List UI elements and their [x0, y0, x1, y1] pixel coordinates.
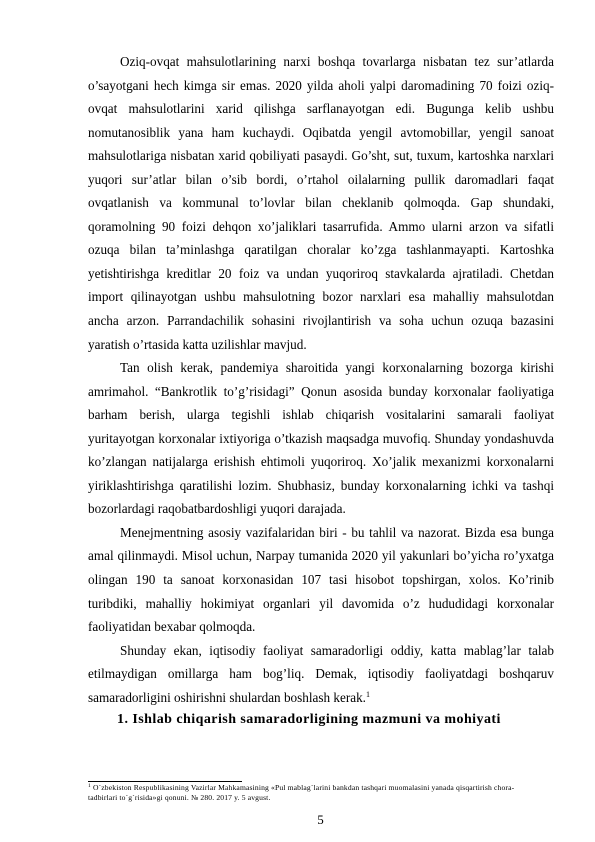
- section-heading: [88, 709, 554, 731]
- paragraph-conclusion: [88, 639, 554, 710]
- footnote-marker: 1: [88, 783, 91, 789]
- paragraph-food-prices: Oziq-ovqat mahsulotlarining narxi boshqa tovarlarga nisbatan tez sur’atlarda o’sayotgani hech kimga sir emas. 2020 yilda aholi yalpi daromadining 70 foizi oziq-ovqat mahsulotlarini xarid qilishga sarflanayotgan edi. Bugunga kelib ushbu nomutanosiblik yana ham kuchaydi. Oqibatda yengil avtomobillar, yengil sanoat mahsulotlariga nisbatan xarid qobiliyati pasaydi. Go’sht, sut, tuxum, kartoshka narxlari yuqori sur’atlar bilan o’sib bordi, o’rtahol oilalarning pullik daromadlari faqat ovqatlanish va kommunal to’lovlar bilan cheklanib qolmoqda. Gap shundaki, qoramolning 90 foizi dehqon xo’jaliklari tasarrufida. Ammo ularni arzon va sifatli ozuqa bilan ta’minlashga qaratilgan choralar ko’zga tashlanmayapti. Kartoshka yetishtirishga kreditlar 20 foiz va undan yuqoriroq stavkalarda ajratiladi. Chetdan import qilinayotgan ushbu mahsulotning bozor narxlari esa mahalliy mahsulotdan ancha arzon. Parrandachilik sohasini rivojlantirish va soha uchun ozuqa bazasini yaratish o’rtasida katta uzilishlar mavjud.: [88, 54, 554, 352]
- footnote-divider: [88, 781, 242, 782]
- footnote-reference[interactable]: 1: [365, 689, 370, 699]
- footnote-text: O`zbekiston Respublikasining Vazirlar Mahkamasining «Pul mablag`larini bankdan tashqari muomalasini yanada qisqartirish chora-tadbirlari to`g`risida»gi qonuni. № 280. 2017 y. 5 avgust.: [88, 783, 515, 802]
- page-number: 5: [317, 812, 324, 827]
- paragraph-bankruptcy: Tan olish kerak, pandemiya sharoitida yangi korxonalarning bozorga kirishi amrimahol. “Bankrotlik to’g’risidagi” Qonun asosida bunday korxonalar faoliyatiga barham berish, ularga tegishli ishlab chiqarish vositalarini samarali faoliyat yuritayotgan korxonalar ixtiyoriga o’tkazish maqsadga muvofiq. Shunday yondashuvda ko’zlangan natijalarga erishish ehtimoli yuqoriroq. Xo’jalik mexanizmi korxonalarni yiriklashtirishga qaratilishi lozim. Shubhasiz, bunday korxonalarning ichki va tashqi bozorlardagi raqobatbardoshligi yuqori darajada.: [88, 360, 554, 517]
- paragraph-management: Menejmentning asosiy vazifalaridan biri - bu tahlil va nazorat. Bizda esa bunga amal qilinmaydi. Misol uchun, Narpay tumanida 2020 yil yakunlari bo’yicha ro’yxatga olingan 190 ta sanoat korxonasidan 107 tasi hisobot topshirgan, xolos. Ko’rinib turibdiki, mahalliy hokimiyat organlari yil davomida o’z hududidagi korxonalar faoliyatidan bexabar qolmoqda.: [88, 524, 554, 635]
- paragraph-conclusion-text: Shunday ekan, iqtisodiy faoliyat samaradorligi oddiy, katta mablag’lar talab etilmaydigan omillarga ham bog’liq. Demak, iqtisodiy faoliyatdagi boshqaruv samaradorligini oshirishni shulardan boshlash kerak.: [88, 642, 554, 705]
- section-heading-number: 1.: [117, 712, 129, 728]
- footnote: [88, 783, 528, 803]
- section-heading-text: Ishlab chiqarish samaradorligining mazmuni va mohiyati: [132, 712, 501, 728]
- body-text: [88, 50, 554, 731]
